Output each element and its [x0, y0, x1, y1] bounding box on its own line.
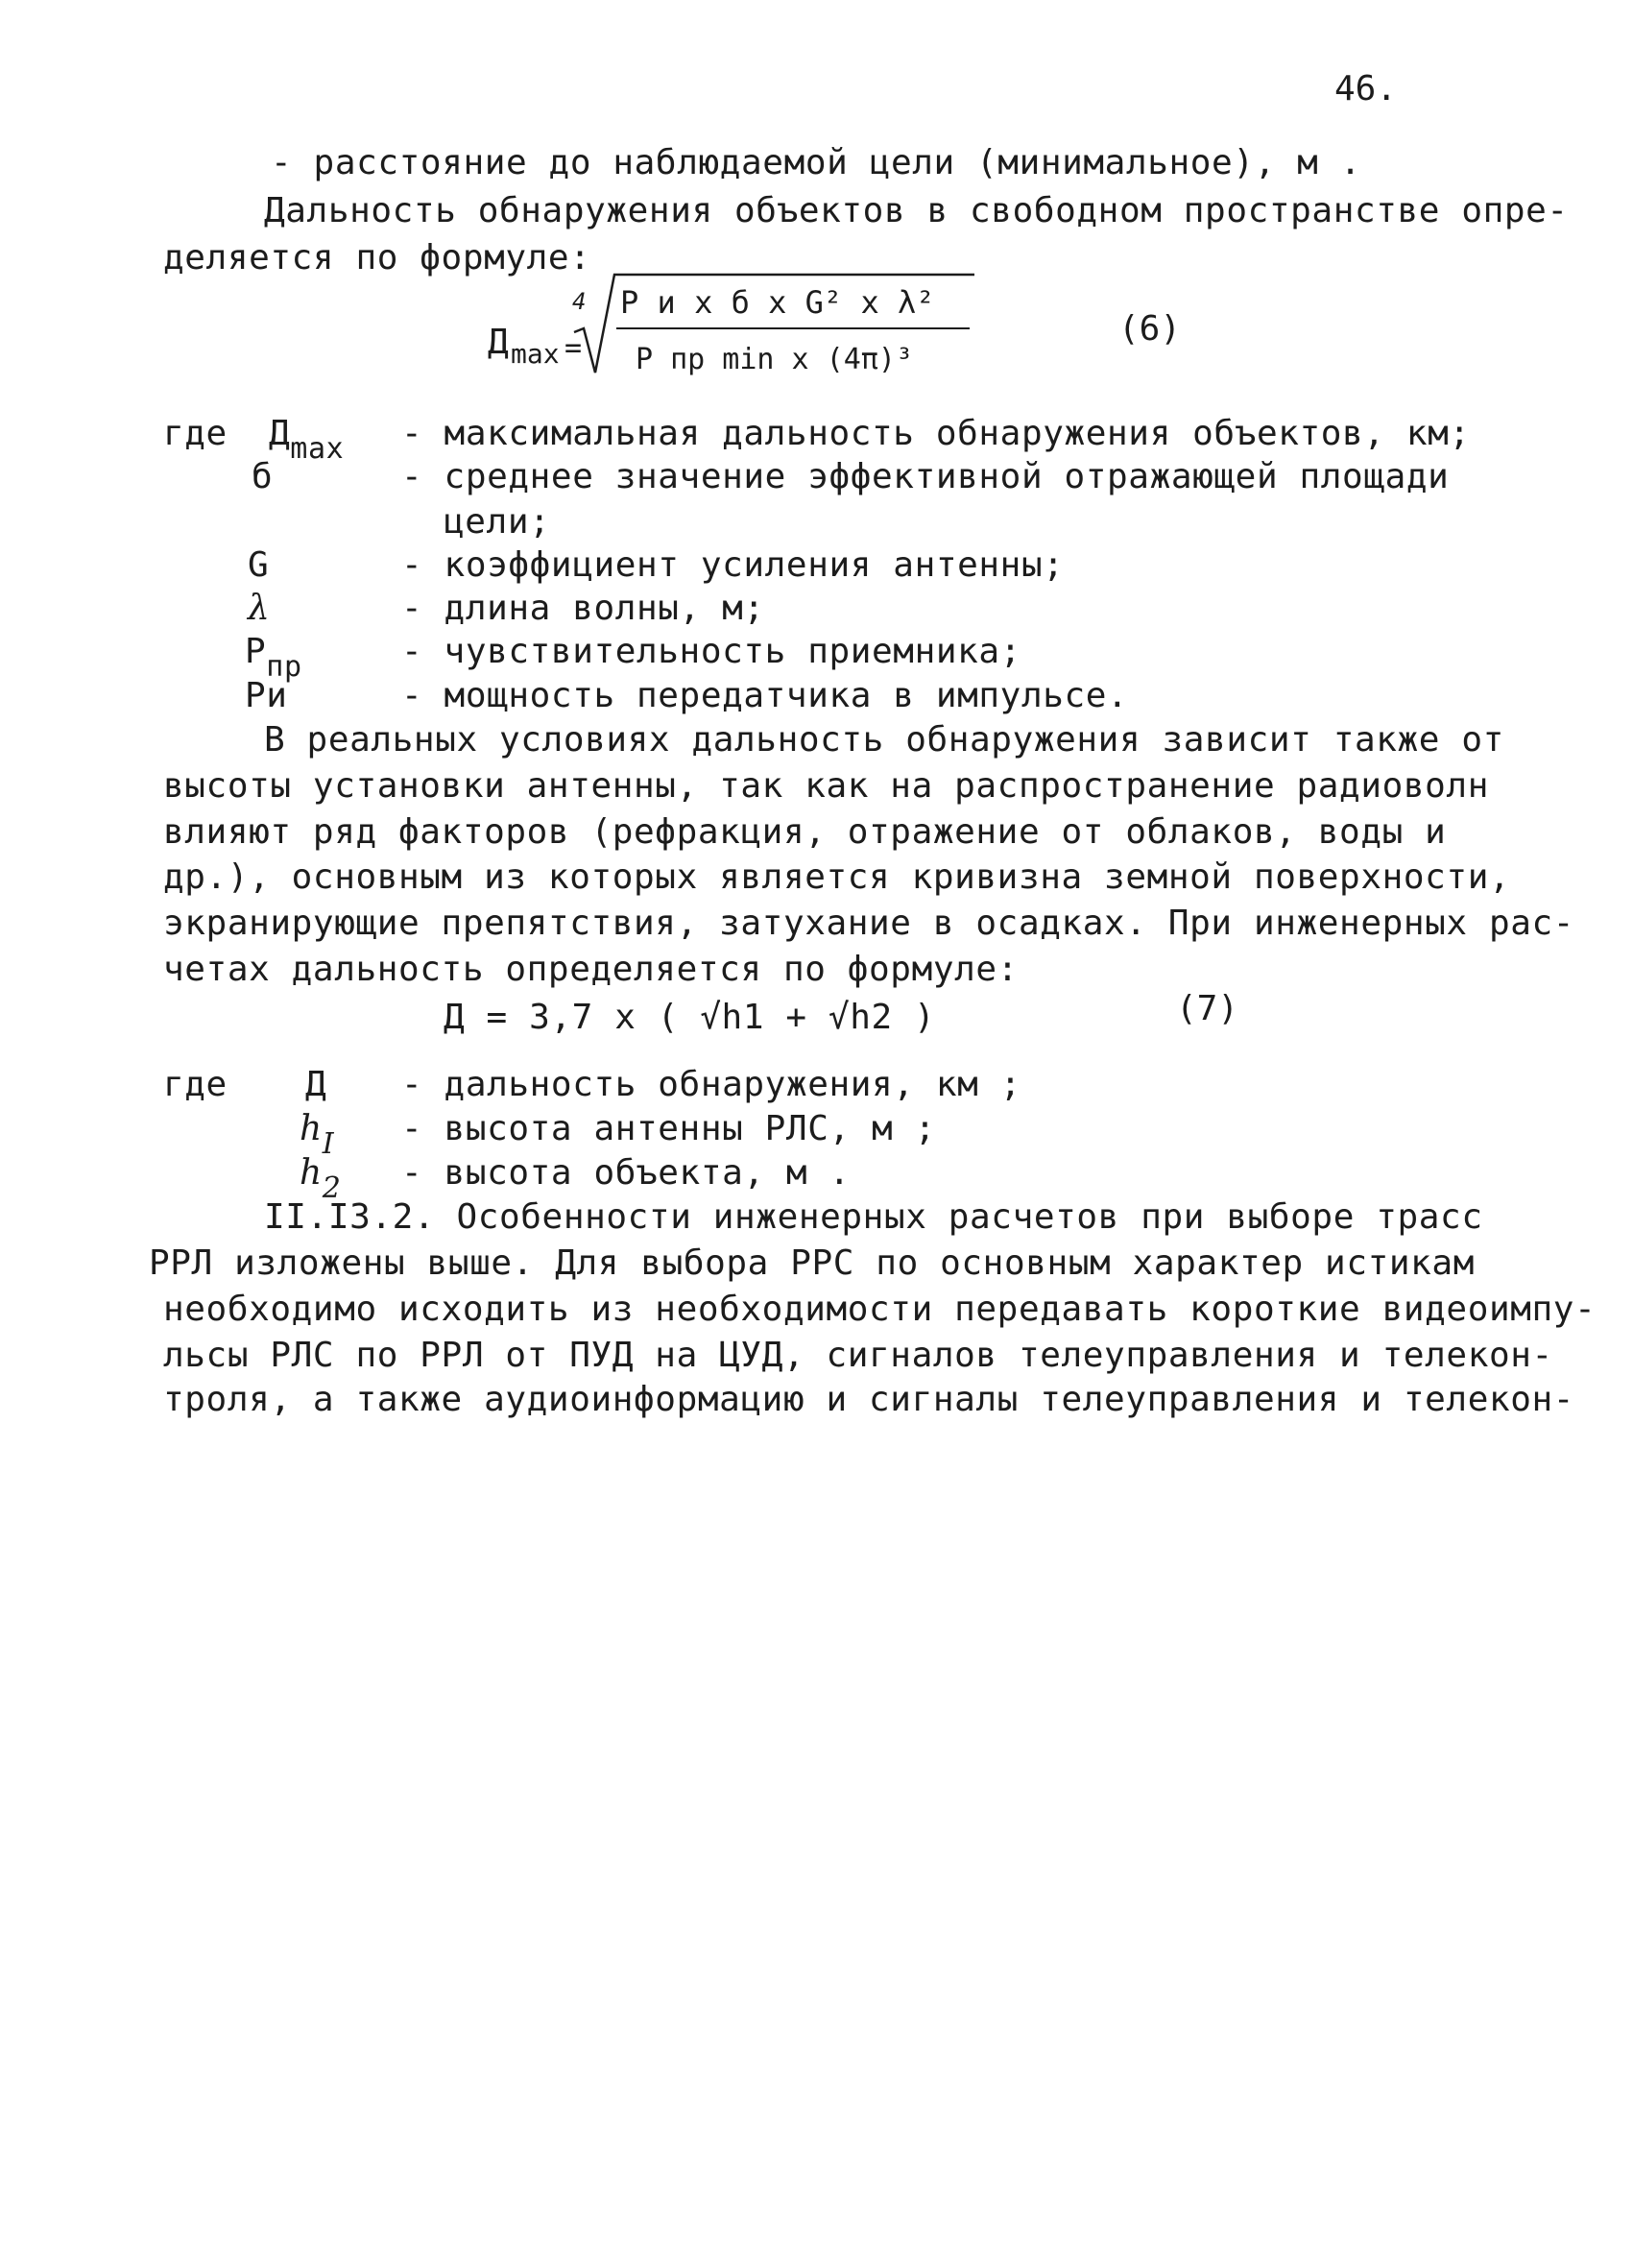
definition-text: - дальность обнаружения, км ;: [401, 1065, 1021, 1104]
paragraph-line: В реальных условиях дальность обнаружения зависит также от: [264, 720, 1504, 760]
definition-text: - высота объекта, м .: [401, 1153, 851, 1193]
definition-text: - мощность передатчика в импульсе.: [401, 676, 1129, 715]
definition-symbol: $Д_{max}$: [269, 414, 345, 466]
paragraph-line: II.I3.2. Особенности инженерных расчетов при выборе трасс: [264, 1197, 1483, 1237]
formula-6: [470, 269, 989, 403]
formula-numerator: P и x б x G² x λ²: [620, 284, 935, 321]
definition-text: - чувствительность приемника;: [401, 632, 1021, 671]
definition-text: - коэффициент усиления антенны;: [401, 545, 1065, 585]
formula-lhs-symbol: Д: [488, 323, 509, 362]
root-index: 4: [572, 288, 587, 315]
where-label: где: [163, 414, 228, 453]
definition-symbol: $P_{пр}$: [245, 632, 302, 684]
definition-text: - длина волны, м;: [401, 589, 765, 628]
paragraph-line: РРЛ изложены выше. Для выбора РРС по основным характер истикам: [149, 1243, 1475, 1283]
formula-number-6: (6): [1118, 309, 1182, 349]
paragraph-line: четах дальность определяется по формуле:: [163, 950, 1019, 989]
definition-text: - высота антенны РЛС, м ;: [401, 1109, 936, 1148]
definition-text: цели;: [444, 502, 551, 542]
formula-number-7: (7): [1176, 989, 1239, 1028]
definition-text: - максимальная дальность обнаружения объектов, км;: [401, 414, 1471, 453]
paragraph-line: льсы РЛС по РРЛ от ПУД на ЦУД, сигналов телеуправления и телекон-: [163, 1336, 1553, 1375]
paragraph-line: высоты установки антенны, так как на распространение радиоволн: [163, 766, 1489, 806]
paragraph-line: влияют ряд факторов (рефракция, отражение от облаков, воды и: [163, 812, 1447, 852]
definition-symbol: λ: [248, 589, 271, 628]
definition-symbol: $h_I$: [300, 1109, 335, 1161]
paragraph-line: др.), основным из которых является кривизна земной поверхности,: [163, 857, 1511, 897]
formula-denominator: P пр min x (4π)³: [636, 343, 913, 376]
formula-lhs-subscript: max: [511, 338, 560, 370]
definition-symbol: Pи: [245, 676, 288, 715]
formula-equals: =: [564, 331, 583, 365]
definition-text: - среднее значение эффективной отражающей площади: [401, 457, 1450, 496]
definition-symbol: $h_2$: [300, 1153, 342, 1205]
where-label: где: [163, 1065, 228, 1104]
paragraph-line: экранирующие препятствия, затухание в осадках. При инженерных рас-: [163, 904, 1575, 943]
page-number: 46.: [1334, 69, 1398, 109]
intro-line: - расстояние до наблюдаемой цели (минимальное), м .: [271, 143, 1361, 182]
paragraph-line: деляется по формуле:: [163, 238, 591, 277]
definition-symbol: G: [248, 545, 270, 585]
definition-symbol: Д: [305, 1065, 327, 1104]
paragraph-line: необходимо исходить из необходимости передавать короткие видеоимпу-: [163, 1290, 1597, 1329]
paragraph-line: троля, а также аудиоинформацию и сигналы телеуправления и телекон-: [163, 1380, 1575, 1419]
paragraph-line: Дальность обнаружения объектов в свободном пространстве опре-: [264, 191, 1569, 230]
definition-symbol: б: [252, 457, 274, 496]
formula-7: Д = 3,7 x ( √h1 + √h2 ): [444, 998, 936, 1037]
